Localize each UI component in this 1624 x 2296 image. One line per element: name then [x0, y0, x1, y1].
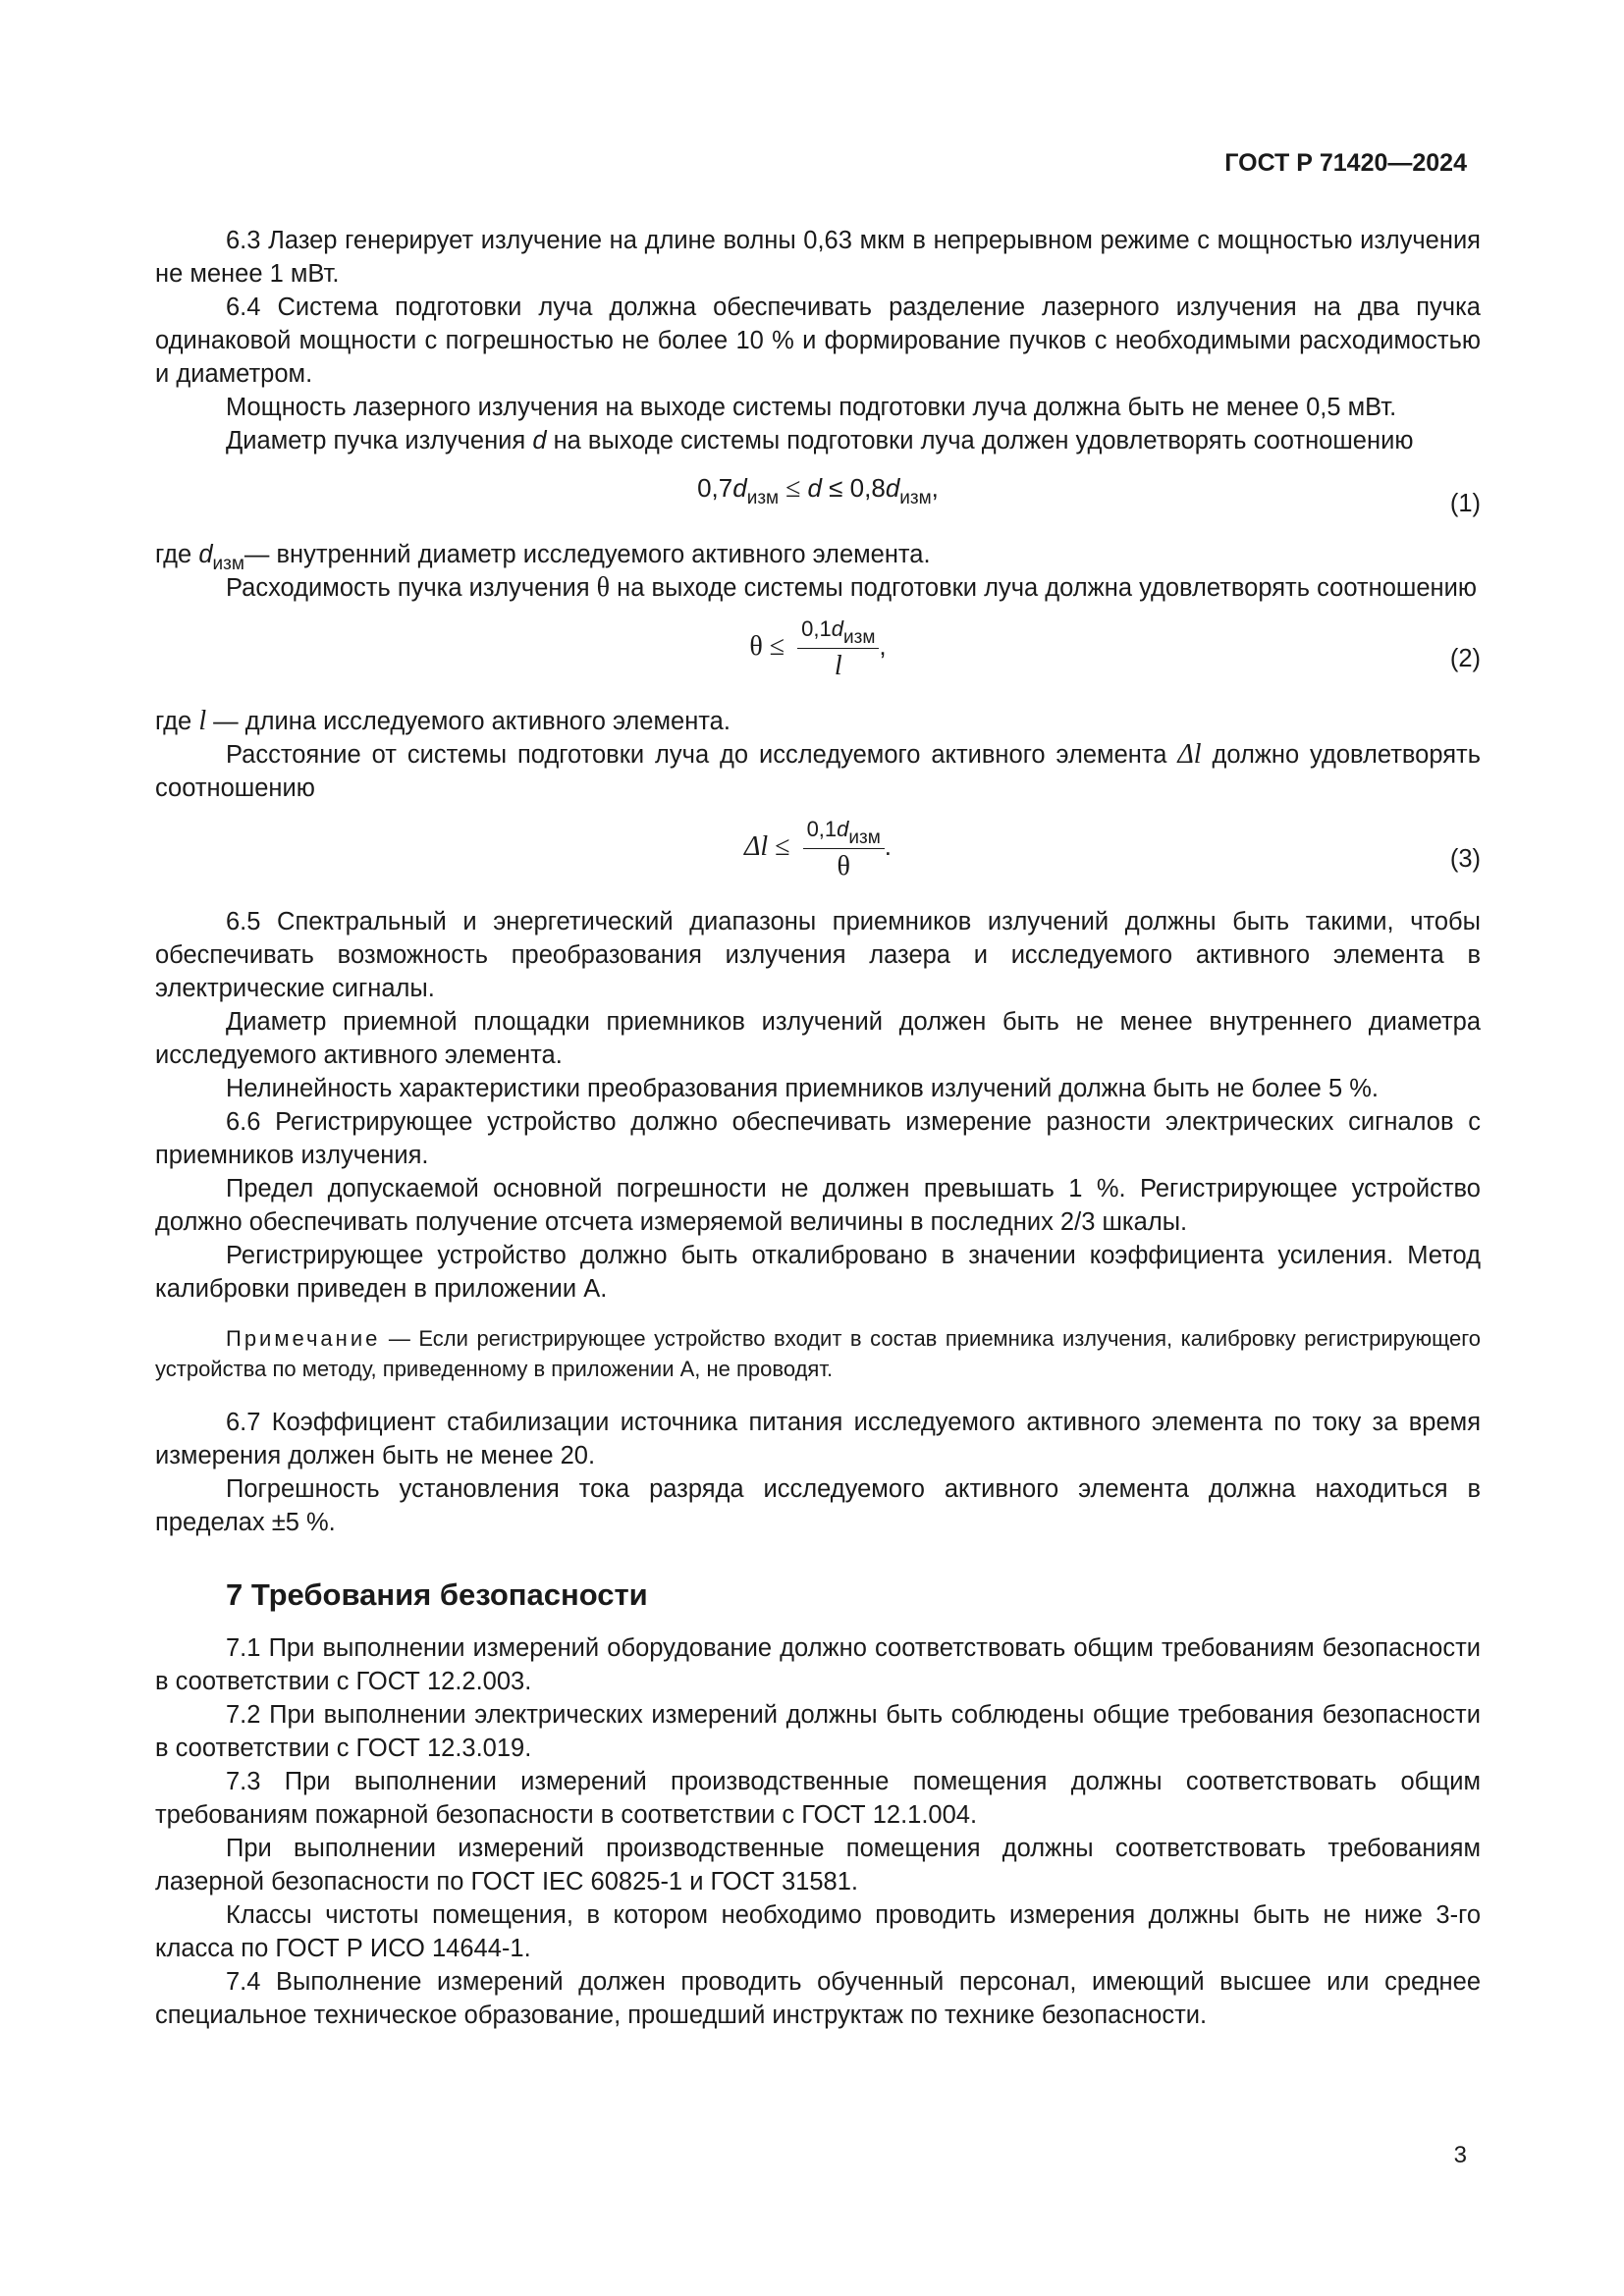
- document-header: ГОСТ Р 71420—2024: [1224, 149, 1467, 177]
- formula-1: [155, 471, 1481, 530]
- note: Примечание — Если регистрирующее устройство входит в состав приемника излучения, калибровку регистрирующего устройства по методу, приведенному в приложении А, не проводят.: [155, 1326, 1481, 1381]
- paragraph-where-d: где $d_{изм}—$ внутренний диаметр исследуемого активного элемента.: [155, 541, 931, 574]
- document-body: [155, 224, 1481, 2032]
- paragraph-distance: Расстояние от системы подготовки луча до исследуемого активного элемента Δl должно удовлетворять соотношению: [155, 739, 1481, 802]
- note-label: Примечание: [226, 1326, 381, 1351]
- paragraph-current: Погрешность установления тока разряда исследуемого активного элемента должна находиться в пределах ±5 %.: [155, 1475, 1481, 1536]
- page-number: 3: [1453, 2142, 1467, 2168]
- paragraph-6-7: 6.7 Коэффициент стабилизации источника питания исследуемого активного элемента по току за время измерения должен быть не менее 20.: [155, 1409, 1481, 1469]
- paragraph-diameter: Диаметр пучка излучения d на выходе системы подготовки луча должен удовлетворять соотношению: [226, 427, 1414, 454]
- formula-1-expression: $0,7d_{изм} \le d \le 0,8d_{изм}$,: [697, 473, 939, 508]
- formula-3-number: (3): [1449, 845, 1481, 873]
- formula-3: [155, 813, 1481, 899]
- formula-3-expression: Δl ≤ $0,1d_{изм}$ θ .: [155, 813, 1481, 883]
- paragraph-nonlinearity: Нелинейность характеристики преобразования приемников излучений должна быть не более 5 %.: [226, 1075, 1379, 1102]
- formula-2-fraction: $0,1d_{изм}$ l: [797, 613, 879, 683]
- paragraph-laser-safety: При выполнении измерений производственные помещения должны соответствовать требованиям лазерной безопасности по ГОСТ IEC 60825-1 и ГОСТ 31581.: [155, 1835, 1481, 1896]
- formula-2-expression: θ ≤ $0,1d_{изм}$ l ,: [155, 613, 1481, 683]
- paragraph-7-3: 7.3 При выполнении измерений производственные помещения должны соответствовать общим требованиям пожарной безопасности в соответствии с ГОСТ 12.1.004.: [155, 1768, 1481, 1829]
- paragraph-7-4: 7.4 Выполнение измерений должен проводить обученный персонал, имеющий высшее или среднее специальное техническое образование, прошедший инструктаж по технике безопасности.: [155, 1968, 1481, 2029]
- paragraph-limit: Предел допускаемой основной погрешности не должен превышать 1 %. Регистрирующее устройство должно обеспечивать получение отсчета измеряемой величины в последних 2/3 шкалы.: [155, 1175, 1481, 1236]
- paragraph-power: Мощность лазерного излучения на выходе системы подготовки луча должна быть не менее 0,5 мВт.: [226, 394, 1397, 421]
- paragraph-calibration: Регистрирующее устройство должно быть откалибровано в значении коэффициента усиления. Метод калибровки приведен в приложении А.: [155, 1242, 1481, 1303]
- paragraph-divergence: Расходимость пучка излучения θ на выходе системы подготовки луча должна удовлетворять соотношению: [226, 572, 1477, 603]
- paragraph-where-l: где l — длина исследуемого активного элемента.: [155, 706, 731, 736]
- paragraph-cleanroom: Классы чистоты помещения, в котором необходимо проводить измерения должны быть не ниже 3-го класса по ГОСТ Р ИСО 14644-1.: [155, 1901, 1481, 1962]
- paragraph-area: Диаметр приемной площадки приемников излучений должен быть не менее внутреннего диаметра исследуемого активного элемента.: [155, 1008, 1481, 1069]
- formula-2: [155, 613, 1481, 699]
- paragraph-6-4: 6.4 Система подготовки луча должна обеспечивать разделение лазерного излучения на два пучка одинаковой мощности с погрешностью не более 10 % и формирование пучков с необходимыми расходимостью и диаметром.: [155, 294, 1481, 388]
- paragraph-7-1: 7.1 При выполнении измерений оборудование должно соответствовать общим требованиям безопасности в соответствии с ГОСТ 12.2.003.: [155, 1634, 1481, 1695]
- paragraph-7-2: 7.2 При выполнении электрических измерений должны быть соблюдены общие требования безопасности в соответствии с ГОСТ 12.3.019.: [155, 1701, 1481, 1762]
- paragraph-6-5: 6.5 Спектральный и энергетический диапазоны приемников излучений должны быть такими, чтобы обеспечивать возможность преобразования излучения лазера и исследуемого активного элемента в электрические сигналы.: [155, 908, 1481, 1002]
- paragraph-6-6: 6.6 Регистрирующее устройство должно обеспечивать измерение разности электрических сигналов с приемников излучения.: [155, 1108, 1481, 1169]
- formula-2-number: (2): [1449, 645, 1481, 672]
- section-7-title: 7 Требования безопасности: [226, 1577, 648, 1612]
- formula-3-fraction: $0,1d_{изм}$ θ: [803, 813, 885, 883]
- formula-1-number: (1): [1449, 490, 1481, 517]
- paragraph-6-3: 6.3 Лазер генерирует излучение на длине волны 0,63 мкм в непрерывном режиме с мощностью излучения не менее 1 мВт.: [155, 227, 1481, 288]
